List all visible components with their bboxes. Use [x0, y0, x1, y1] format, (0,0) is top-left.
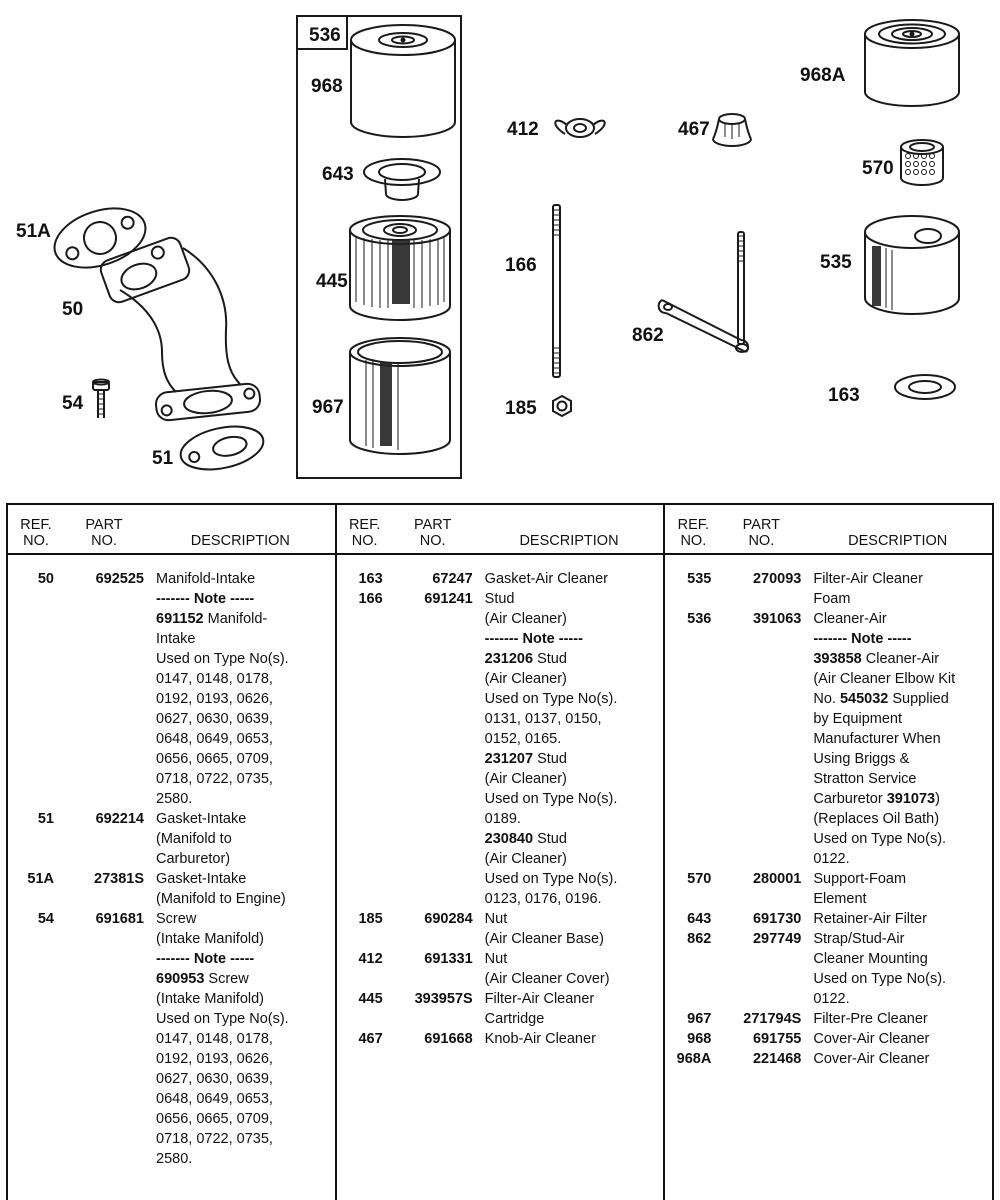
- ref-no: 50: [37, 571, 54, 587]
- description: Knob-Air Cleaner: [484, 1031, 596, 1047]
- ref-no: 445: [358, 991, 383, 1007]
- part-no: 221468: [752, 1051, 802, 1067]
- knob-air-cleaner-467-illustration: [713, 114, 751, 146]
- ref-label-185: 185: [505, 398, 537, 419]
- ref-label-968: 968: [311, 76, 343, 97]
- exploded-parts-diagram: [0, 0, 1000, 503]
- ref-no: 163: [358, 571, 383, 587]
- part-no: 271794S: [743, 1011, 802, 1027]
- table-header: [665, 505, 992, 555]
- ref-no-header: REF. NO.: [677, 517, 710, 549]
- manifold-intake-50-illustration: [98, 235, 261, 421]
- ref-no: 535: [687, 571, 712, 587]
- ref-label-536: 536: [309, 25, 341, 46]
- ref-no: 467: [358, 1031, 383, 1047]
- table-row: [14, 569, 331, 809]
- parts-table-column-3: [663, 505, 992, 1200]
- ref-no: 968: [687, 1031, 712, 1047]
- ref-label-54: 54: [62, 393, 84, 414]
- part-no: 691668: [424, 1031, 473, 1047]
- ref-label-166: 166: [505, 255, 537, 276]
- part-no: 391063: [752, 611, 802, 627]
- table-row: [671, 869, 988, 909]
- ref-label-862: 862: [632, 325, 664, 346]
- part-no-header: PART NO.: [85, 517, 123, 549]
- table-header: [8, 505, 335, 555]
- table-row: [671, 609, 988, 869]
- description: Support-Foam Element: [813, 871, 907, 907]
- description: Stud (Air Cleaner) ------- Note ----- 231206 Stud (Air Cleaner) Used on Type No(s). 0131, 0137, 0150, 0152, 0165. 231207 Stud (Air Cleaner) Used on Type No(s). 0189. 230840 Stud (Air Cleaner) Used on Type No(s). 0123, 0176, 0196.: [484, 591, 618, 907]
- table-row: [671, 909, 988, 929]
- part-no: 297749: [752, 931, 802, 947]
- retainer-air-filter-643-illustration: [364, 159, 440, 200]
- description: Nut (Air Cleaner Base): [484, 911, 604, 947]
- description-header: DESCRIPTION: [848, 533, 948, 549]
- part-no-header: PART NO.: [742, 517, 781, 549]
- table-row: [671, 929, 988, 1009]
- ref-label-535: 535: [820, 252, 852, 273]
- ref-no-header: REF. NO.: [348, 517, 381, 549]
- table-body: [665, 555, 992, 1069]
- ref-no: 862: [687, 931, 712, 947]
- table-row: [343, 589, 660, 909]
- part-no: 691331: [424, 951, 473, 967]
- nut-185-illustration: [553, 396, 571, 416]
- gasket-intake-51A-illustration: [47, 198, 153, 278]
- ref-label-967: 967: [312, 397, 344, 418]
- description: Filter-Pre Cleaner: [813, 1011, 928, 1027]
- description: Strap/Stud-Air Cleaner Mounting Used on Type No(s). 0122.: [813, 931, 947, 1007]
- description: Cover-Air Cleaner: [813, 1031, 930, 1047]
- ref-label-51: 51: [152, 448, 174, 469]
- part-no: 270093: [752, 571, 802, 587]
- ref-label-643: 643: [322, 164, 354, 185]
- part-no: 393957S: [414, 991, 473, 1007]
- part-no: 691241: [424, 591, 473, 607]
- filter-air-cleaner-cartridge-445-illustration: [350, 216, 450, 320]
- table-row: [671, 1009, 988, 1029]
- stud-166-illustration: [553, 205, 560, 377]
- ref-label-50: 50: [62, 299, 84, 320]
- gasket-air-cleaner-163-illustration: [895, 375, 955, 399]
- ref-label-445: 445: [316, 271, 348, 292]
- description: Gasket-Intake (Manifold to Carburetor): [156, 811, 247, 867]
- description: Gasket-Intake (Manifold to Engine): [156, 871, 286, 907]
- table-row: [671, 1029, 988, 1049]
- ref-label-467: 467: [678, 119, 710, 140]
- description: Cleaner-Air ------- Note ----- 393858 Cleaner-Air (Air Cleaner Elbow Kit No. 545032 Supplied by Equipment Manufacturer When Using Briggs & Stratton Service Carburetor 391073) (Replaces Oil Bath) Used on Type No(s). 0122.: [813, 611, 956, 867]
- filter-pre-cleaner-967-illustration: [350, 338, 450, 454]
- part-no: 691755: [752, 1031, 802, 1047]
- parts-table-column-2: [335, 505, 664, 1200]
- wing-nut-412-illustration: [555, 119, 604, 137]
- table-header: [337, 505, 664, 555]
- ref-no-header: REF. NO.: [20, 517, 52, 549]
- cover-air-cleaner-968-illustration: [351, 25, 455, 137]
- description: Retainer-Air Filter: [813, 911, 927, 927]
- part-no: 691681: [95, 911, 144, 927]
- gasket-intake-51-illustration: [177, 420, 267, 477]
- part-no: 27381S: [94, 871, 144, 887]
- table-row: [343, 1029, 660, 1049]
- description: Filter-Air Cleaner Foam: [813, 571, 923, 607]
- table-row: [343, 989, 660, 1029]
- table-row: [14, 809, 331, 869]
- description: Screw (Intake Manifold) ------- Note ----- 690953 Screw (Intake Manifold) Used on Type No(s). 0147, 0148, 0178, 0192, 0193, 0626, 0627, 0630, 0639, 0648, 0649, 0653, 0656, 0665, 0709, 0718, 0722, 0735, 2580.: [156, 911, 289, 1167]
- description: Cover-Air Cleaner: [813, 1051, 930, 1067]
- ref-no: 643: [687, 911, 712, 927]
- part-no: 280001: [752, 871, 802, 887]
- ref-no: 412: [358, 951, 383, 967]
- table-row: [343, 909, 660, 949]
- ref-label-968A: 968A: [800, 65, 846, 86]
- parts-table-column-1: [8, 505, 335, 1200]
- part-no: 692525: [95, 571, 144, 587]
- table-body: [8, 555, 335, 1169]
- part-no: 692214: [95, 811, 144, 827]
- cover-air-cleaner-968A-illustration: [865, 20, 959, 106]
- description-header: DESCRIPTION: [519, 533, 619, 549]
- ref-label-163: 163: [828, 385, 860, 406]
- filter-air-cleaner-foam-535-illustration: [865, 216, 959, 314]
- ref-no: 51A: [27, 871, 54, 887]
- ref-no: 536: [687, 611, 712, 627]
- description-header: DESCRIPTION: [190, 533, 290, 549]
- ref-no: 968A: [676, 1051, 712, 1067]
- description: Manifold-Intake ------- Note ----- 691152 Manifold- Intake Used on Type No(s). 0147, 0148, 0178, 0192, 0193, 0626, 0627, 0630, 0639, 0648, 0649, 0653, 0656, 0665, 0709, 0718, 0722, 0735, 2580.: [156, 571, 289, 807]
- description: Nut (Air Cleaner Cover): [484, 951, 610, 987]
- table-body: [337, 555, 664, 1049]
- part-no-header: PART NO.: [414, 517, 452, 549]
- ref-label-51A: 51A: [16, 221, 51, 242]
- part-no: 691730: [752, 911, 802, 927]
- ref-no: 570: [687, 871, 712, 887]
- parts-table: [6, 503, 994, 1200]
- ref-label-412: 412: [507, 119, 539, 140]
- ref-no: 967: [687, 1011, 712, 1027]
- part-no: 67247: [432, 571, 473, 587]
- ref-no: 185: [358, 911, 383, 927]
- table-row: [343, 949, 660, 989]
- support-foam-element-570-illustration: [901, 140, 943, 185]
- ref-no: 54: [37, 911, 54, 927]
- description: Filter-Air Cleaner Cartridge: [484, 991, 595, 1027]
- ref-no: 51: [37, 811, 54, 827]
- table-row: [14, 909, 331, 1169]
- description: Gasket-Air Cleaner: [484, 571, 608, 587]
- table-row: [671, 569, 988, 609]
- ref-no: 166: [358, 591, 383, 607]
- ref-label-570: 570: [862, 158, 894, 179]
- strap-stud-862-illustration: [659, 232, 749, 352]
- screw-54-illustration: [93, 380, 109, 419]
- table-row: [671, 1049, 988, 1069]
- table-row: [343, 569, 660, 589]
- part-no: 690284: [424, 911, 473, 927]
- table-row: [14, 869, 331, 909]
